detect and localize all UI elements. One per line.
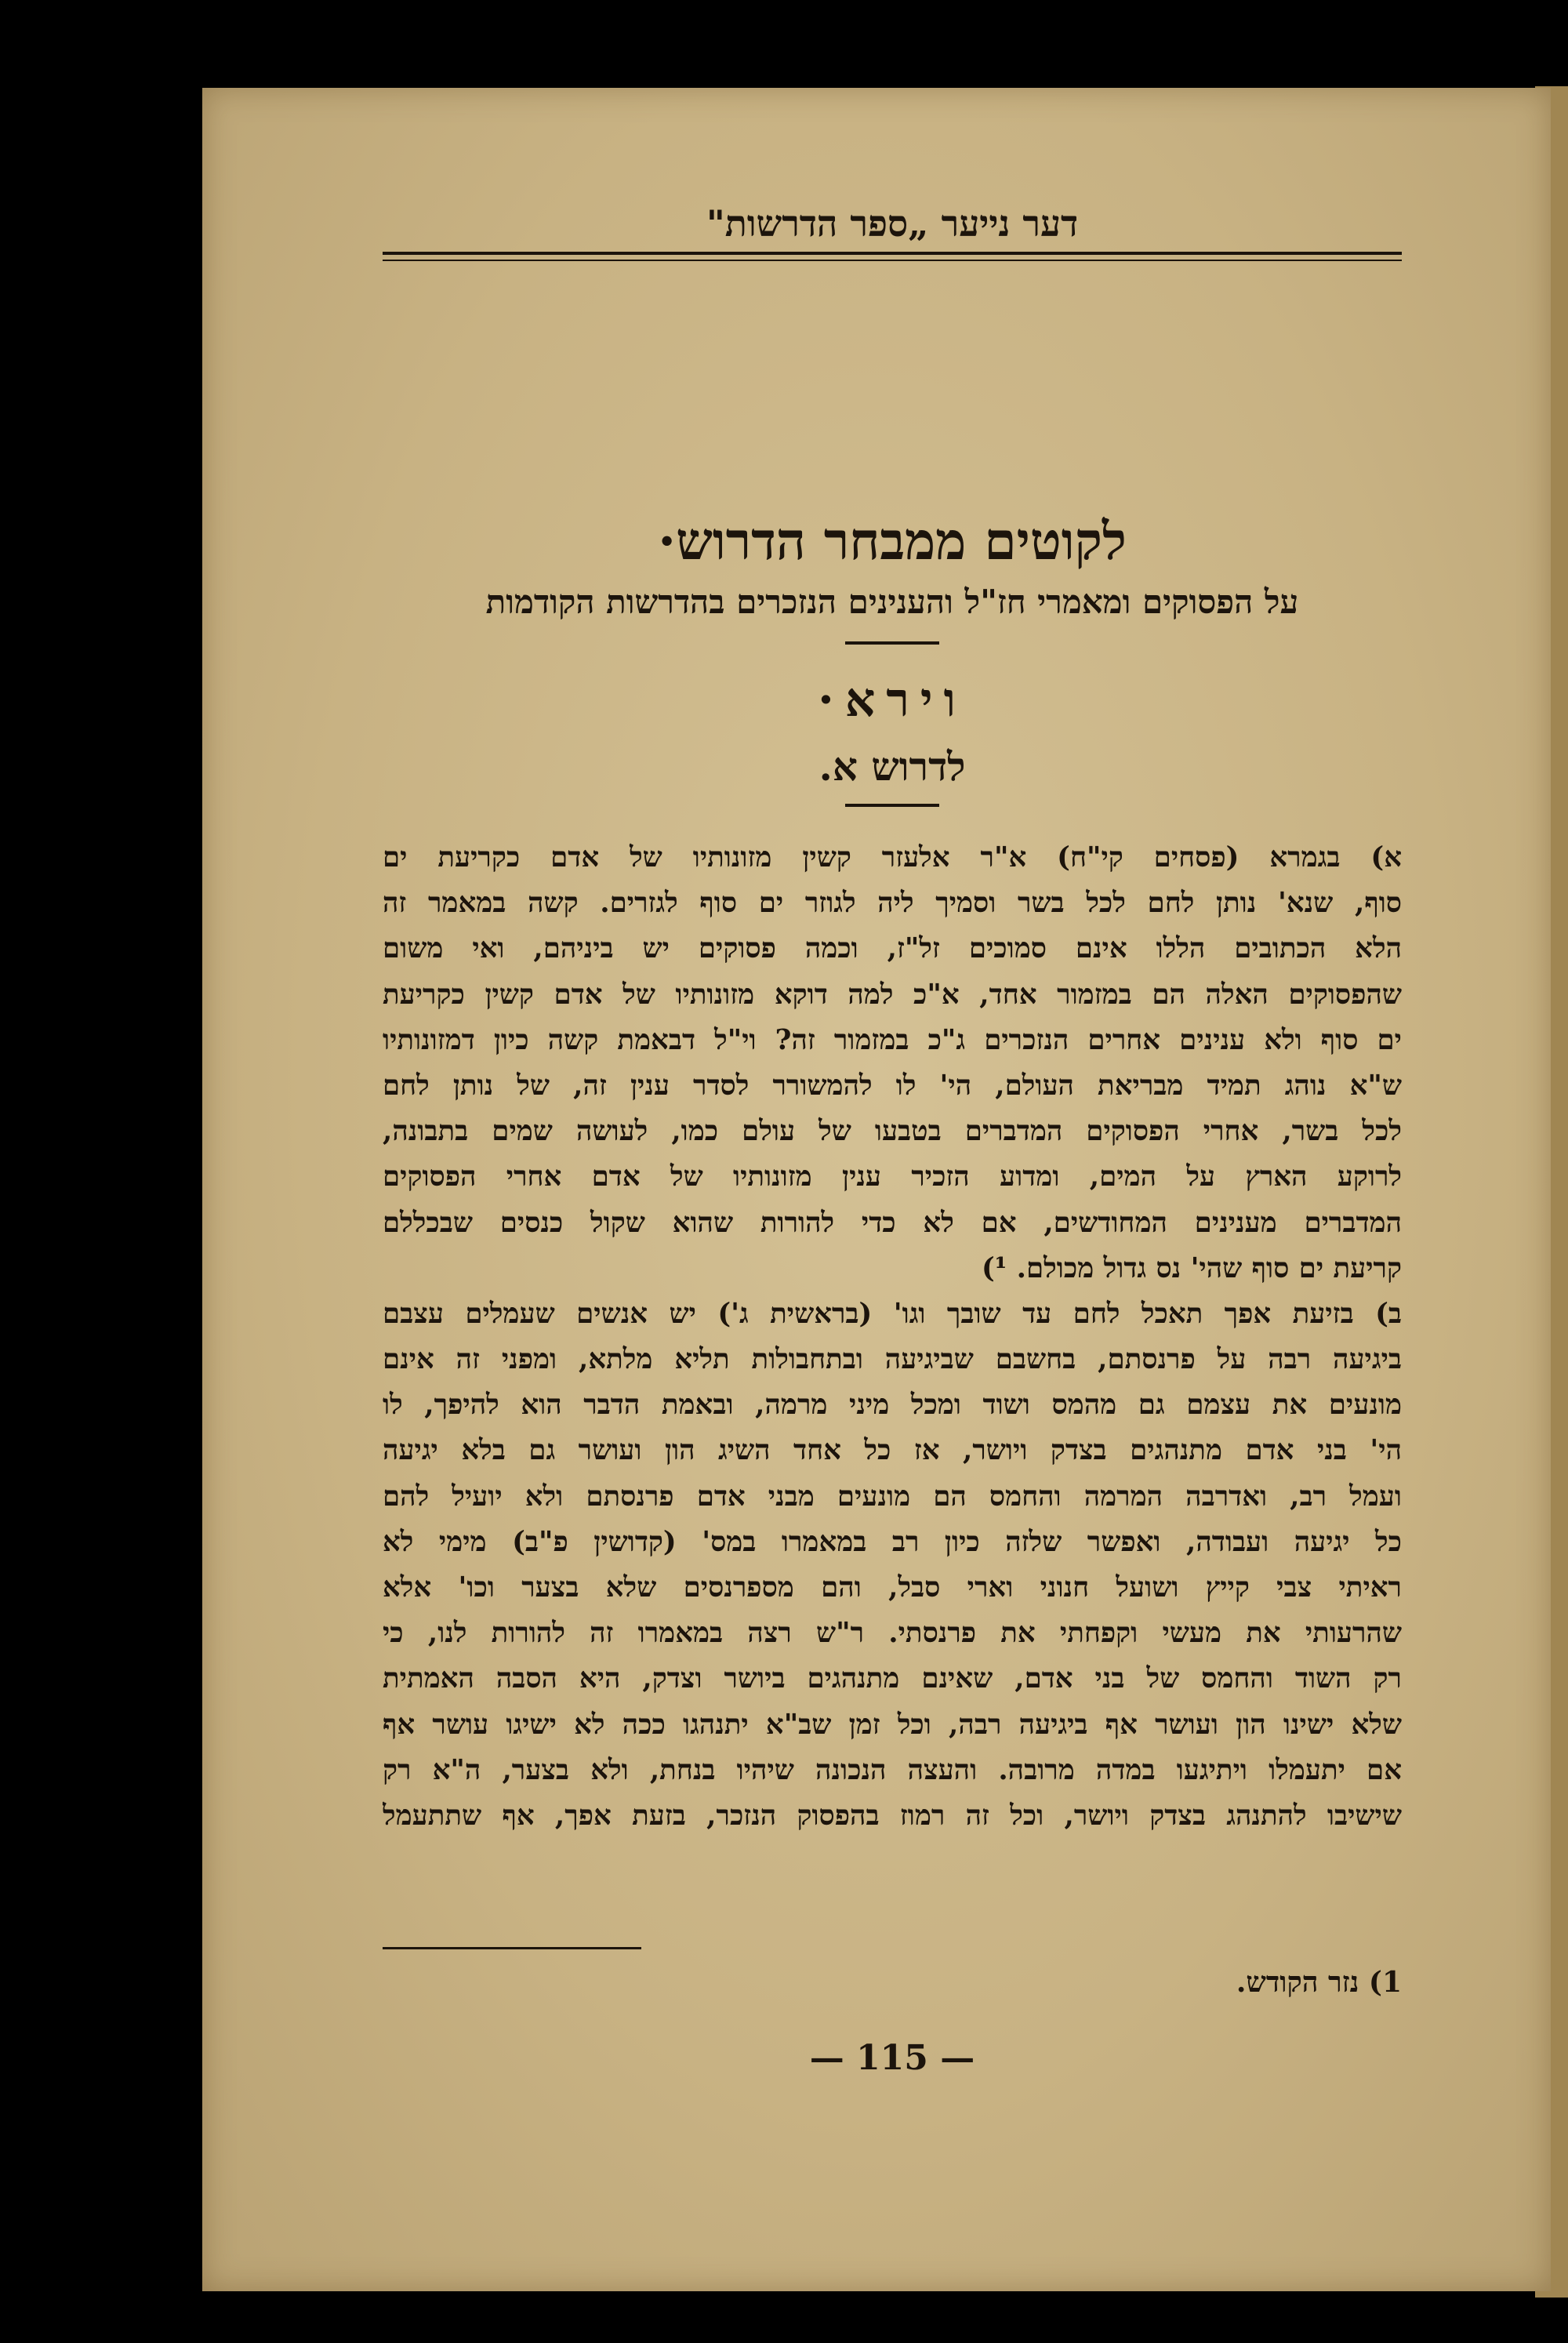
- footnote: 1) נזר הקודש.: [1236, 1966, 1402, 1999]
- text-line: ב) בזיעת אפך תאכל לחם עד שובך וגו' (בראשית ג') יש אנשים שעמלים עצבם: [383, 1297, 1402, 1330]
- text-line: אם יתעמלו ויתיגעו במדה מרובה. והעצה הנכונה שיהיו בנחת, ולא בצער, ה"א רק: [383, 1753, 1402, 1786]
- text-line: שהפסוקים האלה הם במזמור אחד, א"כ למה דוקא מזונותיו של אדם קשין כקריעת: [383, 978, 1402, 1011]
- text-line: המדברים מענינים המחודשים, אם לא כדי להורות שהוא שקול כנסים שבכללם: [383, 1206, 1402, 1239]
- section-subtitle: על הפסוקים ומאמרי חז"ל והענינים הנזכרים בהדרשות הקודמות: [485, 583, 1299, 621]
- text-line: א) בגמרא (פסחים קי"ח) א"ר אלעזר קשין מזונותיו של אדם כקריעת ים: [383, 841, 1402, 874]
- text-line: הלא הכתובים הללו אינם סמוכים זל"ז, וכמה פסוקים יש ביניהם, ואי משום: [383, 932, 1402, 965]
- text-line: מונעים את עצמם גם מהמס ושוד ומכל מיני מרמה, ובאמת הדבר הוא להיפך, לו: [383, 1389, 1402, 1422]
- header-rule-thin: [383, 260, 1402, 261]
- page-number: — 115 —: [809, 2038, 975, 2078]
- footnote-rule: [383, 1947, 641, 1949]
- body-text: [383, 835, 1402, 1839]
- section-title: לקוטים ממבחר הדרוש·: [658, 510, 1127, 572]
- text-line: לרוקע הארץ על המים, ומדוע הזכיר ענין מזונותיו של אדם אחרי הפסוקים: [383, 1161, 1402, 1193]
- text-line: ש"א נוהג תמיד מבריאת העולם, הי' לו להמשורר לסדר ענין זה, של נותן לחם: [383, 1069, 1402, 1102]
- text-line: כל יגיעה ועבודה, ואפשר שלזה כיון רב במאמרו במס' (קדושין פ"ב) מימי לא: [383, 1525, 1402, 1558]
- text-line: ביגיעה רבה על פרנסתם, בחשבם שביגיעה ובתחבולות תליא מלתא, ומפני זה אינם: [383, 1343, 1402, 1376]
- parsha-heading: וירא·: [818, 673, 967, 728]
- text-line: שלא ישינו הון ועושר אף ביגיעה רבה, וכל זמן שב"א יתנהגו ככה לא ישיגו עושר אף: [383, 1708, 1402, 1741]
- text-line: קריעת ים סוף שהי' נס גדול מכולם. ¹): [981, 1251, 1402, 1284]
- text-line: שישיבו להתנהג בצדק ויושר, וכל זה רמוז בהפסוק הנזכר, בזעת אפך, אף שתתעמל: [383, 1799, 1402, 1832]
- text-line: הי' בני אדם מתנהגים בצדק ויושר, אז כל אחד השיג הון ועושר גם בלא יגיעה: [383, 1434, 1402, 1467]
- divider-rule: [845, 804, 939, 807]
- text-line: רק השוד והחמס של בני אדם, שאינם מתנהגים ביושר וצדק, היא הסבה האמתית: [383, 1662, 1402, 1695]
- text-line: סוף, שנא' נותן לחם לכל בשר וסמיך ליה לגוזר ים סוף לגזרים. קשה במאמר זה: [383, 887, 1402, 920]
- text-line: ועמל רב, ואדרבה המרמה והחמס הם מונעים מבני אדם פרנסתם ולא יועיל להם: [383, 1480, 1402, 1513]
- text-line: ראיתי צבי קייץ ושועל חנוני וארי סבל, והם מספרנסים שלא בצער וכו' אלא: [383, 1571, 1402, 1604]
- divider-rule: [845, 641, 939, 645]
- header-rule-thick: [383, 252, 1402, 255]
- text-line: לכל בשר, אחרי הפסוקים המדברים בטבעו של עולם כמו, לעושה שמים בתבונה,: [383, 1115, 1402, 1148]
- text-line: ים סוף ולא ענינים אחרים הנזכרים ג"כ במזמור זה? וי"ל דבאמת קשה כיון דמזונותיו: [383, 1023, 1402, 1056]
- drush-heading: לדרוש א.: [818, 743, 966, 790]
- running-head: דער נייער „ספר הדרשות": [706, 202, 1079, 245]
- text-line: שהרעותי את מעשי וקפחתי את פרנסתי. ר"ש רצה במאמרו זה להורות לנו, כי: [383, 1617, 1402, 1650]
- page-content: [383, 200, 1402, 2207]
